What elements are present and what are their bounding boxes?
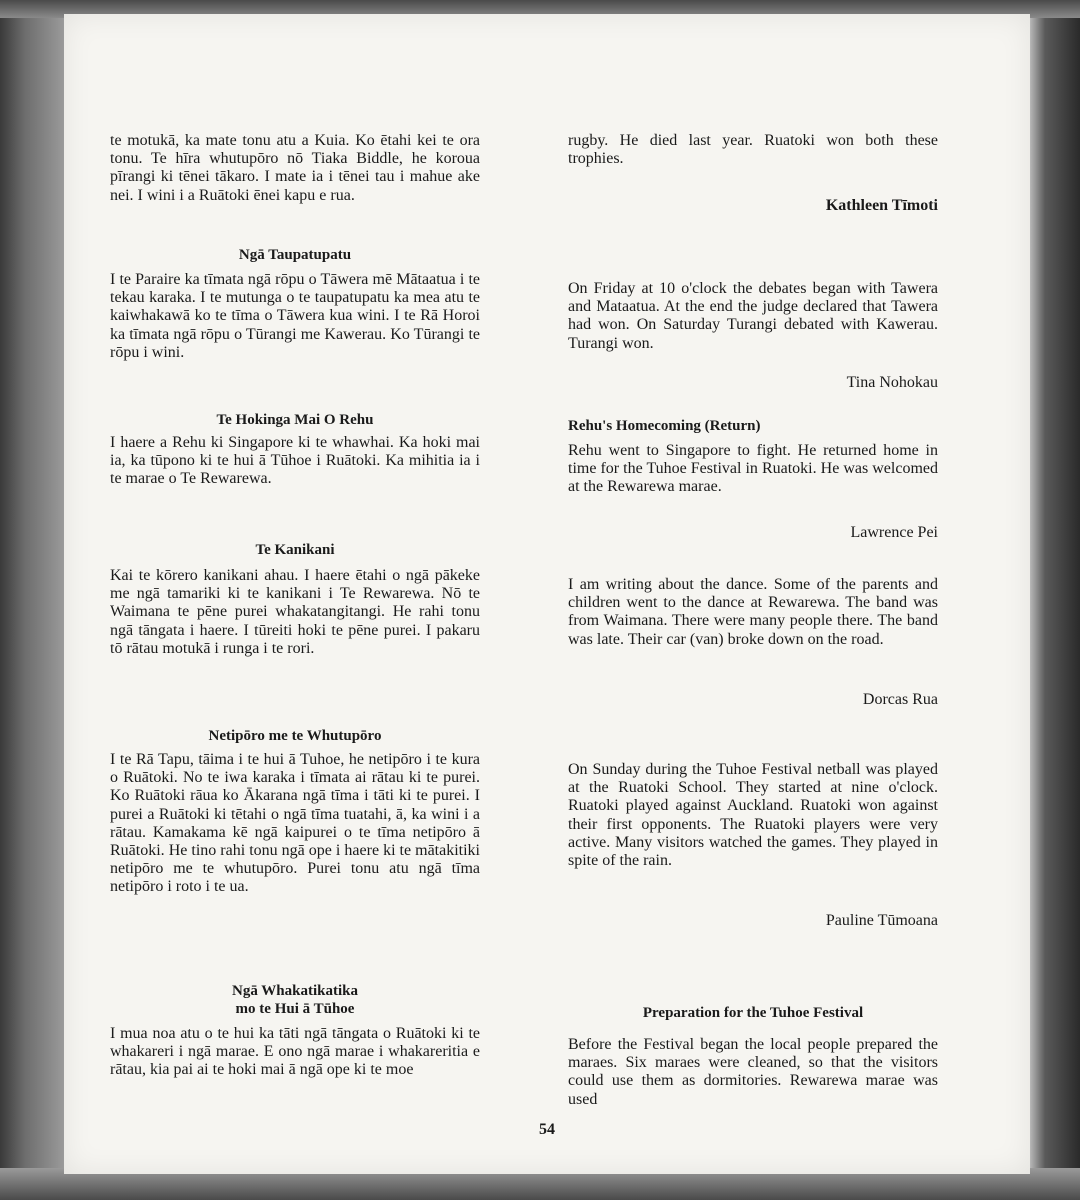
book-page: [64, 14, 1030, 1174]
left-intro-paragraph: te motukā, ka mate tonu atu a Kuia. Ko ētahi kei te ora tonu. Te hīra whutupōro nō Tiaka Biddle, he koroua pīrangi ki tēnei tākaro. I mate ia i tēnei tau i mahue ake nei. I wini i a Ruātoki ēnei kapu e rua.: [110, 132, 480, 204]
scan-border-right: [1030, 0, 1080, 1200]
section-heading-line1: Ngā Whakatikatika: [231, 983, 358, 999]
section-heading: Preparation for the Tuhoe Festival: [642, 1005, 864, 1021]
right-intro-paragraph: rugby. He died last year. Ruatoki won both these trophies.: [568, 132, 938, 168]
section-paragraph: Kai te kōrero kanikani ahau. I haere ētahi o ngā pākeke me ngā tamariki ki te kanikani i Te Rewarewa. Nō te Waimana te pēne purei whakatangitangi. He rahi tonu ngā tāngata i haere. I tūreiti hoki te pēne purei. I pakaru tō rātau motukā i runga i te rori.: [110, 567, 480, 657]
author-signature: Tina Nohokau: [846, 374, 938, 391]
section-heading: Te Hokinga Mai O Rehu: [216, 412, 374, 428]
section-paragraph: Rehu went to Singapore to fight. He returned home in time for the Tuhoe Festival in Ruatoki. He was welcomed at the Rewarewa marae.: [568, 442, 938, 496]
section-paragraph: On Sunday during the Tuhoe Festival netball was played at the Ruatoki School. They started at nine o'clock. Ruatoki played against Auckland. Ruatoki won against their first opponents. The Ruatoki players were very active. Many visitors watched the games. They played in spite of the rain.: [568, 761, 938, 870]
section-paragraph: I te Paraire ka tīmata ngā rōpu o Tāwera mē Mātaatua i te tekau karaka. I te mutunga o te taupatupatu ka mea atu te kaiwhakawā ko te tīma o Tāwera kua wini. I te Rā Horoi ka tīmata ngā rōpu o Tūrangi me Kawerau. Ko Tūrangi te rōpu i wini.: [110, 271, 480, 361]
section-heading: Rehu's Homecoming (Return): [568, 418, 761, 434]
section-paragraph: I haere a Rehu ki Singapore ki te whawhai. Ka hoki mai ia, ka tūpono ki te hui ā Tūhoe i Ruātoki. Ka mihitia ia i te marae o Te Rewarewa.: [110, 434, 480, 488]
author-signature: Dorcas Rua: [862, 691, 938, 708]
section-heading: Ngā Taupatupatu: [238, 247, 352, 263]
author-signature: Pauline Tūmoana: [825, 912, 938, 929]
author-signature: Kathleen Tīmoti: [825, 197, 938, 214]
scan-border-left: [0, 0, 64, 1200]
page-number: 54: [539, 1121, 555, 1138]
section-paragraph: I mua noa atu o te hui ka tāti ngā tāngata o Ruātoki ki te whakareri i ngā marae. E ono ngā marae i whakareritia e rātau, kia pai ai te hoki mai ā ngā ope ki te moe: [110, 1025, 480, 1079]
section-paragraph: On Friday at 10 o'clock the debates began with Tawera and Mataatua. At the end the judge declared that Tawera had won. On Saturday Turangi debated with Kawerau. Turangi won.: [568, 280, 938, 352]
section-heading: Te Kanikani: [255, 542, 335, 558]
section-paragraph: I am writing about the dance. Some of the parents and children went to the dance at Rewarewa. The band was from Waimana. There were many people there. The band was late. Their car (van) broke down on the road.: [568, 576, 938, 648]
section-paragraph: I te Rā Tapu, tāima i te hui ā Tuhoe, he netipōro i te kura o Ruātoki. No te iwa karaka i tīmata ai rātau ki te purei. Ko Ruātoki rāua ko Ākarana ngā tīma i tāti ki te purei. I purei a Ruātoki ki tētahi o ngā tīma tuatahi, ā, ka wini i a rātau. Kamakama kē ngā kaipurei o te tīma netipōro ā Ruātoki. He tino rahi tonu ngā ope i haere ki te mātakitiki netipōro me te whutupōro. Purei tonu atu ngā tīma netipōro i roto i te ua.: [110, 751, 480, 896]
section-heading: Netipōro me te Whutupōro: [208, 728, 382, 744]
section-heading-line2: mo te Hui ā Tūhoe: [235, 1001, 355, 1017]
author-signature: Lawrence Pei: [850, 524, 938, 541]
section-paragraph: Before the Festival began the local people prepared the maraes. Six maraes were cleaned, so that the visitors could use them as dormitories. Rewarewa marae was used: [568, 1036, 938, 1108]
